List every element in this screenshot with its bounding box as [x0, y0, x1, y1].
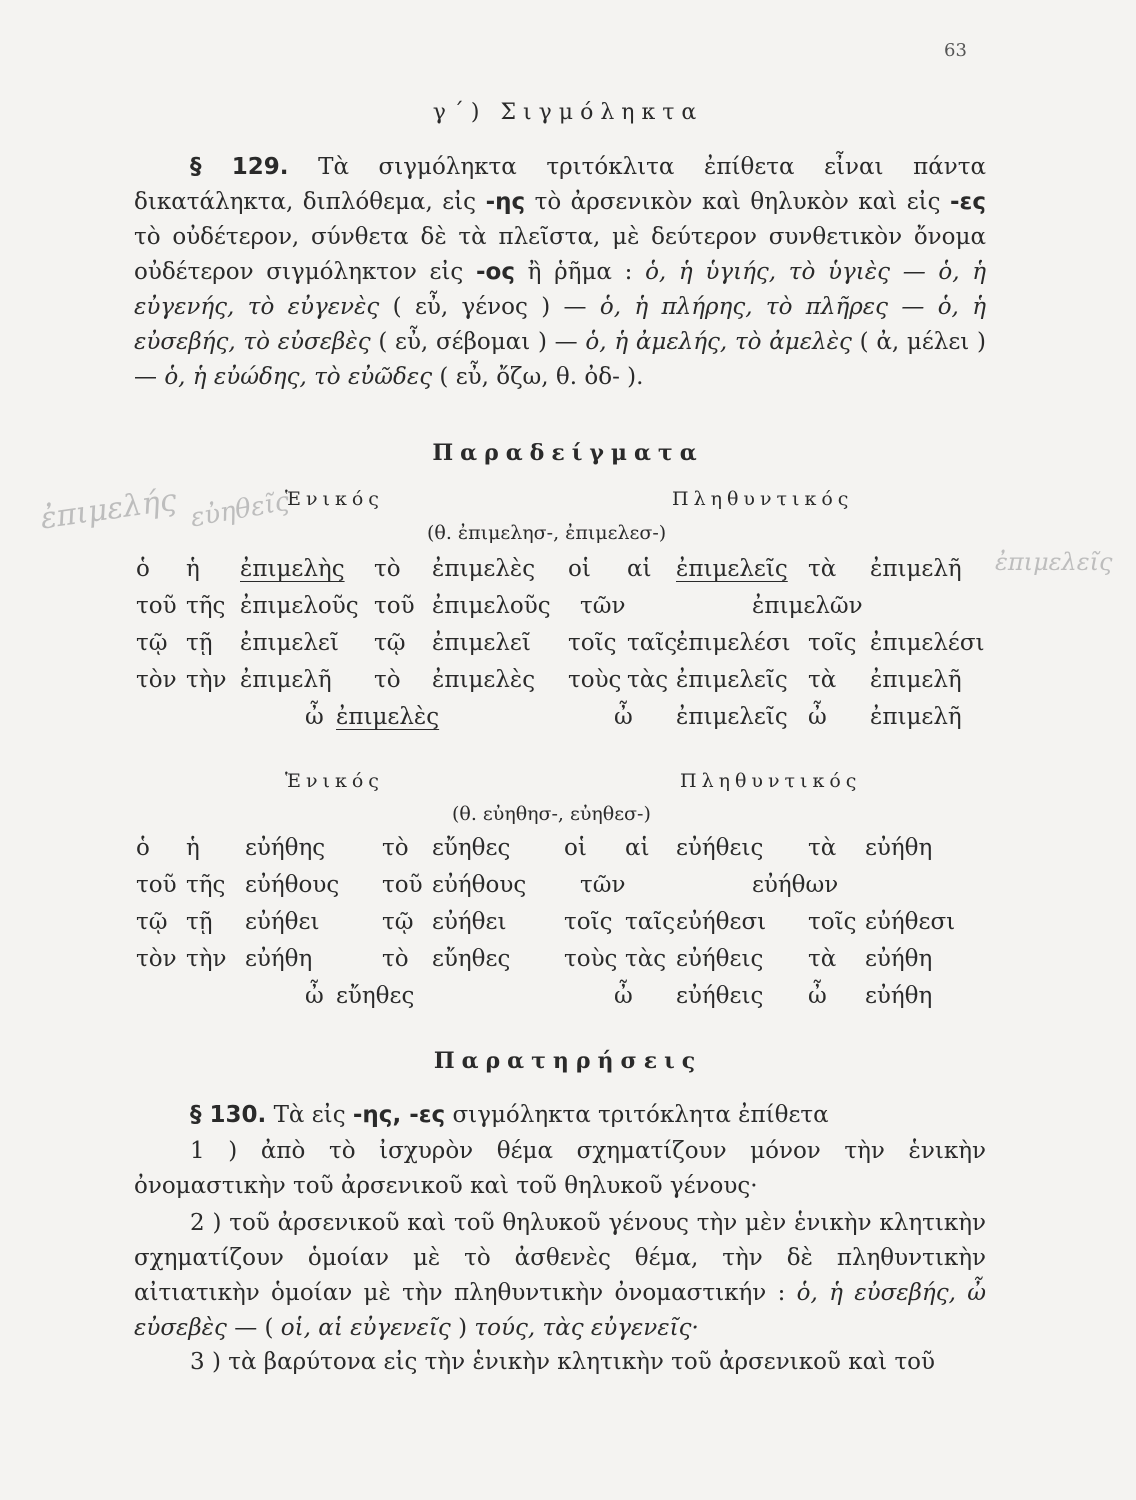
remark-item-2: [134, 1206, 986, 1346]
table1-cell-r5-c3: ἐπιμελὲς: [336, 704, 440, 730]
table1-cell-r3-c8: ἐπιμελέσι: [676, 630, 791, 656]
table2-cell-r3-c7: ταῖς: [625, 909, 676, 935]
singular-header-1: Ἑνικός: [285, 488, 384, 510]
table1-cell-r3-c6: τοῖς: [568, 630, 617, 656]
text: Τὰ εἰς: [266, 1102, 353, 1128]
section-mark-129: § 129.: [190, 154, 289, 180]
table1-cell-r1-c1: ὁ: [136, 556, 150, 582]
table2-cell-r1-c9: τὰ: [808, 835, 837, 861]
margin-note-left: ἐπιμελής: [38, 482, 179, 537]
plural-header-2: Πληθυντικός: [680, 770, 862, 792]
table2-cell-r4-c6: τοὺς: [564, 946, 618, 972]
text: ἢ ῥῆμα :: [515, 259, 646, 285]
table1-cell-r3-c3: ἐπιμελεῖ: [240, 630, 339, 656]
table2-cell-r4-c5: εὔηθες: [432, 946, 511, 972]
table2-cell-r1-c10: εὐήθη: [865, 835, 933, 861]
table1-cell-r4-c10: ἐπιμελῆ: [870, 667, 962, 693]
table1-cell-r2-c1: τοῦ: [136, 593, 177, 619]
table2-cell-r3-c5: εὐήθει: [432, 909, 507, 935]
table1-cell-r3-c1: τῷ: [136, 630, 168, 656]
singular-header-2: Ἑνικός: [285, 770, 384, 792]
section-title: γ΄) Σιγμόληκτα: [432, 100, 704, 125]
remark-item-3: [134, 1345, 986, 1380]
text: 1 ) ἀπὸ τὸ ἰσχυρὸν θέμα σχηματίζουν μόνον τὴν ἑνικὴν ὀνομαστικὴν τοῦ ἀρσενικοῦ καὶ τοῦ θηλυκοῦ γένους·: [134, 1138, 986, 1199]
table2-cell-r4-c4: τὸ: [382, 946, 409, 972]
text: ): [450, 1315, 475, 1341]
table2-cell-r1-c5: εὔηθες: [432, 835, 511, 861]
table1-cell-r2-c5: ἐπιμελοῦς: [432, 593, 551, 619]
examples-title: Παραδείγματα: [432, 440, 704, 466]
table2-cell-r1-c2: ἡ: [186, 835, 200, 861]
table1-cell-r1-c6: οἱ: [568, 556, 591, 582]
table2-cell-r3-c6: τοῖς: [564, 909, 613, 935]
table1-cell-r4-c4: τὸ: [374, 667, 401, 693]
table1-cell-r2-c4: τοῦ: [374, 593, 415, 619]
text: ( ἀ, μέλει ) —: [134, 329, 987, 390]
stem-note-1: (θ. ἐπιμελησ-, ἐπιμελεσ-): [427, 522, 667, 544]
table1-cell-r1-c10: ἐπιμελῆ: [870, 556, 962, 582]
table2-cell-r2-c5: εὐήθους: [432, 872, 527, 898]
table2-cell-r5-c8: εὐήθεις: [676, 983, 764, 1009]
table1-cell-r5-c10: ἐπιμελῆ: [870, 704, 962, 730]
table2-cell-r1-c4: τὸ: [382, 835, 409, 861]
table2-cell-r3-c9: τοῖς: [808, 909, 857, 935]
table2-cell-r4-c3: εὐήθη: [245, 946, 313, 972]
table1-cell-r3-c5: ἐπιμελεῖ: [432, 630, 531, 656]
example: οἱ, αἱ εὐγενεῖς: [280, 1315, 451, 1341]
table1-cell-r3-c2: τῇ: [186, 630, 213, 656]
suffix: -ης, -ες: [352, 1102, 446, 1128]
table2-cell-r2-c1: τοῦ: [136, 872, 177, 898]
text: σιγμόληκτα τριτόκλητα ἐπίθετα: [445, 1102, 829, 1128]
table1-cell-r2-c2: τῆς: [186, 593, 226, 619]
table2-cell-r3-c4: τῷ: [382, 909, 414, 935]
table1-cell-r5-c9: ὦ: [808, 704, 827, 730]
text: Τὰ σιγμόληκτα τριτόκλιτα ἐπίθετα εἶναι πάντα δικατάληκτα, διπλόθεμα, εἰς: [134, 154, 986, 215]
table2-cell-r2-c4: τοῦ: [382, 872, 423, 898]
text: 3 ) τὰ βαρύτονα εἰς τὴν ἑνικὴν κλητικὴν τοῦ ἀρσενικοῦ καὶ τοῦ: [190, 1349, 935, 1375]
table2-cell-r1-c1: ὁ: [136, 835, 150, 861]
table2-cell-r4-c2: τὴν: [186, 946, 227, 972]
text: ( εὖ, σέβομαι ) —: [370, 329, 586, 355]
table2-cell-r2-c3: εὐήθους: [245, 872, 340, 898]
example: ὁ, ἡ ἀμελής, τὸ ἀμελὲς: [585, 329, 852, 355]
table1-cell-r2-c8: ἐπιμελῶν: [752, 593, 863, 619]
example: ὁ, ἡ πλήρης, τὸ πλῆρες — ὁ, ἡ εὐσεβής, τὸ εὐσεβὲς: [134, 294, 986, 355]
table1-cell-r4-c9: τὰ: [808, 667, 837, 693]
example: ὁ, ἡ εὐώδης, τὸ εὐῶδες: [164, 364, 433, 390]
table2-cell-r3-c8: εὐήθεσι: [676, 909, 767, 935]
table1-cell-r1-c5: ἐπιμελὲς: [432, 556, 536, 582]
stem-note-2: (θ. εὐηθησ-, εὐηθεσ-): [452, 803, 651, 825]
remark-item-1: [134, 1134, 986, 1204]
table2-cell-r5-c6: ὦ: [614, 983, 633, 1009]
example: τούς, τὰς εὐγενεῖς·: [474, 1315, 699, 1341]
margin-note-left-2: εὐηθεῖς: [188, 486, 292, 534]
table1-cell-r2-c3: ἐπιμελοῦς: [240, 593, 359, 619]
table2-cell-r4-c7: τὰς: [625, 946, 667, 972]
table1-cell-r2-c6: τῶν: [580, 593, 626, 619]
table1-cell-r5-c8: ἐπιμελεῖς: [676, 704, 788, 730]
table2-cell-r4-c9: τὰ: [808, 946, 837, 972]
plural-header-1: Πληθυντικός: [672, 488, 854, 510]
text: τὸ ἀρσενικὸν καὶ θηλυκὸν καὶ εἰς: [525, 189, 951, 215]
table1-cell-r1-c9: τὰ: [808, 556, 837, 582]
table2-cell-r5-c3: εὔηθες: [336, 983, 415, 1009]
table2-cell-r1-c7: αἱ: [625, 835, 650, 861]
example: ὁ, ἡ εὐσεβής, ὦ εὐσεβὲς: [134, 1280, 986, 1341]
table2-cell-r1-c3: εὐήθης: [245, 835, 326, 861]
table1-cell-r4-c1: τὸν: [136, 667, 177, 693]
paragraph-129: [134, 150, 986, 395]
table2-cell-r2-c6: τῶν: [580, 872, 626, 898]
table2-cell-r2-c8: εὐήθων: [752, 872, 839, 898]
text: 2 ) τοῦ ἀρσενικοῦ καὶ τοῦ θηλυκοῦ γένους τὴν μὲν ἑνικὴν κλητικὴν σχηματίζουν ὁμοίαν μὲ τὸ ἀσθενὲς θέμα, τὴν δὲ πληθυντικὴν αἰτιατικὴν ὁμοίαν μὲ τὴν πληθυντικὴν ὀνομαστικήν :: [134, 1210, 986, 1306]
text: ( εὖ, ὄζω, θ. ὀδ- ).: [432, 364, 644, 390]
text: ( εὖ, γένος ) —: [379, 294, 600, 320]
table2-cell-r5-c1: ὦ: [305, 983, 324, 1009]
table1-cell-r3-c4: τῷ: [374, 630, 406, 656]
table2-cell-r4-c8: εὐήθεις: [676, 946, 764, 972]
example: ὁ, ἡ ὑγιής, τὸ ὑγιὲς — ὁ, ἡ εὐγενής, τὸ εὐγενὲς: [134, 259, 987, 320]
table1-cell-r5-c1: ὦ: [305, 704, 324, 730]
table1-cell-r1-c4: τὸ: [374, 556, 401, 582]
table2-cell-r1-c6: οἱ: [564, 835, 587, 861]
table1-cell-r3-c7: ταῖς: [627, 630, 678, 656]
table2-cell-r3-c10: εὐήθεσι: [865, 909, 956, 935]
table1-cell-r5-c6: ὦ: [614, 704, 633, 730]
table1-cell-r1-c7: αἱ: [627, 556, 652, 582]
table1-cell-r4-c6: τοὺς: [568, 667, 622, 693]
text: τὸ οὐδέτερον, σύνθετα δὲ τὰ πλεῖστα, μὲ δεύτερον συνθετικὸν ὄνομα οὐδέτερον σιγμόληκτον εἰς: [134, 224, 986, 285]
text: — (: [226, 1315, 281, 1341]
table1-cell-r4-c8: ἐπιμελεῖς: [676, 667, 788, 693]
table1-cell-r4-c2: τὴν: [186, 667, 227, 693]
remarks-title: Παρατηρήσεις: [433, 1048, 703, 1074]
table2-cell-r5-c10: εὐήθη: [865, 983, 933, 1009]
page-number: 63: [944, 40, 967, 61]
table2-cell-r4-c1: τὸν: [136, 946, 177, 972]
table2-cell-r1-c8: εὐήθεις: [676, 835, 764, 861]
table1-cell-r4-c7: τὰς: [627, 667, 669, 693]
table2-cell-r5-c9: ὦ: [808, 983, 827, 1009]
suffix: -ες: [950, 189, 986, 215]
margin-note-right: ἐπιμελεῖς: [995, 548, 1113, 576]
table1-cell-r3-c10: ἐπιμελέσι: [870, 630, 985, 656]
table1-cell-r4-c3: ἐπιμελῆ: [240, 667, 332, 693]
suffix: -ος: [476, 259, 515, 285]
table1-cell-r4-c5: ἐπιμελὲς: [432, 667, 536, 693]
table2-cell-r4-c10: εὐήθη: [865, 946, 933, 972]
section-mark-130: § 130.: [190, 1102, 267, 1128]
table1-cell-r1-c3: ἐπιμελὴς: [240, 556, 345, 582]
table2-cell-r2-c2: τῆς: [186, 872, 226, 898]
table1-cell-r1-c8: ἐπιμελεῖς: [676, 556, 788, 582]
suffix: -ης: [485, 189, 526, 215]
table1-cell-r1-c2: ἡ: [186, 556, 200, 582]
table2-cell-r3-c2: τῇ: [186, 909, 213, 935]
table1-cell-r3-c9: τοῖς: [808, 630, 857, 656]
table2-cell-r3-c3: εὐήθει: [245, 909, 320, 935]
table2-cell-r3-c1: τῷ: [136, 909, 168, 935]
paragraph-130: [134, 1098, 986, 1133]
